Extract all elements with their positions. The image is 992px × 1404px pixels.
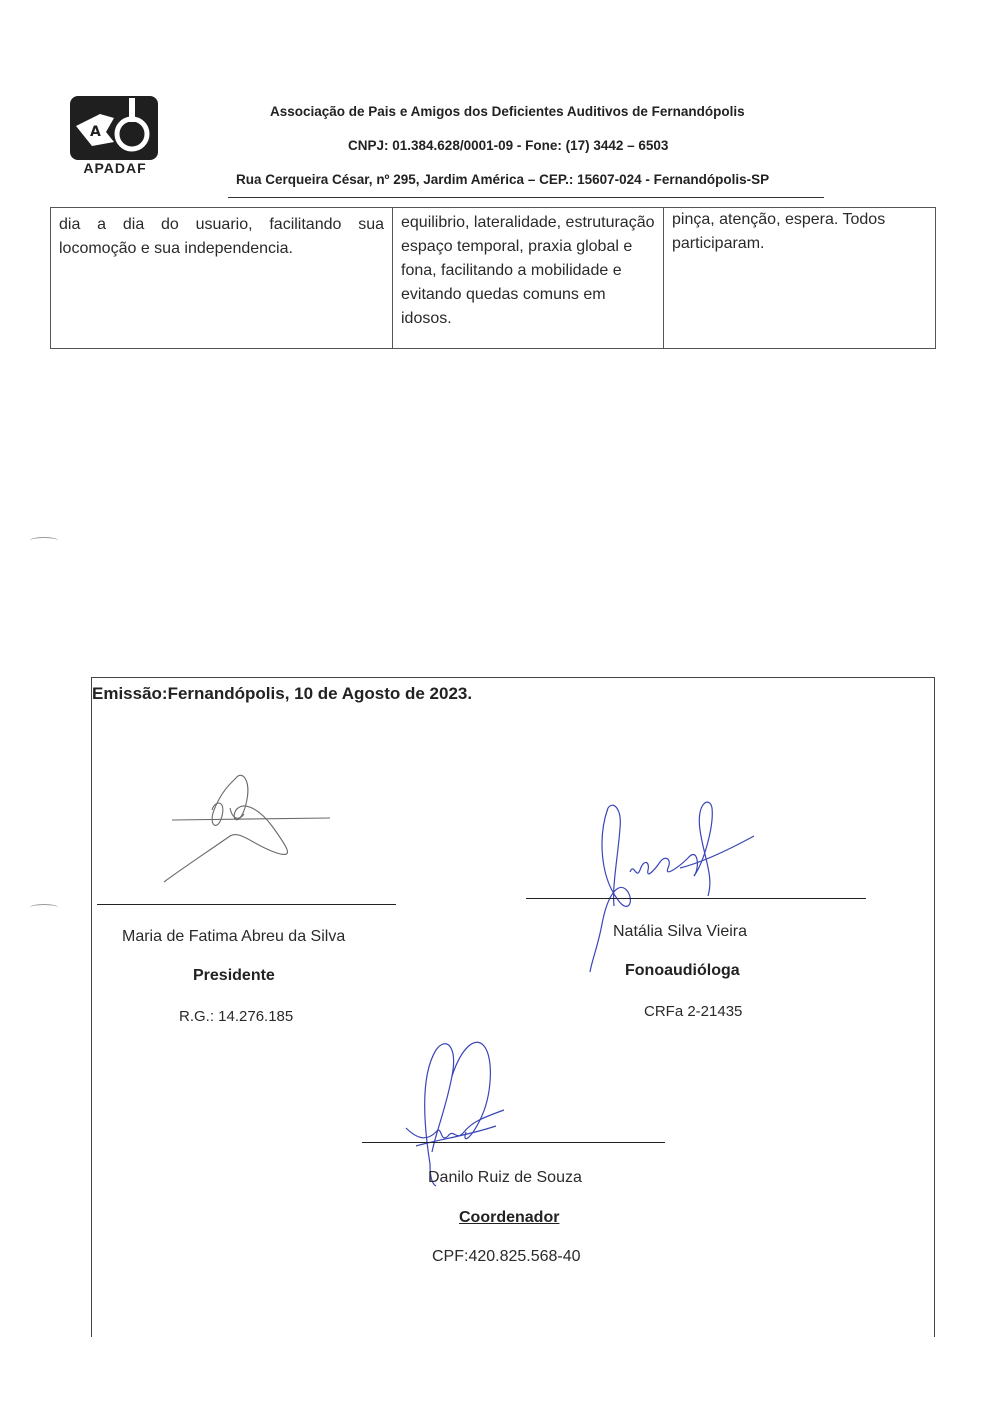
scan-mark — [30, 537, 58, 544]
activity-table — [50, 207, 936, 349]
signatory-id: CRFa 2-21435 — [644, 1003, 743, 1020]
logo-text: APADAF — [83, 160, 147, 176]
signatory-role: Coordenador — [459, 1209, 560, 1226]
signatory-id: R.G.: 14.276.185 — [179, 1008, 294, 1025]
org-name: Associação de Pais e Amigos dos Deficientes Auditivos de Fernandópolis — [270, 104, 745, 119]
signatory-role: Presidente — [193, 967, 275, 984]
signature-coordenador — [396, 1036, 516, 1186]
svg-text:A: A — [90, 124, 101, 140]
table-cell: equilibrio, lateralidade, estruturação espaço temporal, praxia global e fona, facilitando a mobilidade e evitando quedas comuns em idosos. — [393, 208, 664, 348]
cnpj-phone: CNPJ: 01.384.628/0001-09 - Fone: (17) 3442 – 6503 — [348, 138, 669, 153]
signatory-name: Natália Silva Vieira — [613, 923, 747, 940]
header-divider — [228, 197, 824, 198]
signature-president — [160, 770, 340, 890]
signature-line — [362, 1142, 665, 1143]
address: Rua Cerqueira César, nº 295, Jardim América – CEP.: 15607-024 - Fernandópolis-SP — [236, 172, 770, 187]
emission-date: Emissão:Fernandópolis, 10 de Agosto de 2023. — [92, 684, 473, 703]
signatory-name: Danilo Ruiz de Souza — [428, 1169, 582, 1186]
scan-mark — [30, 904, 58, 911]
signatory-id: CPF:420.825.568-40 — [432, 1248, 581, 1265]
signature-fonoaudiologa — [584, 796, 764, 976]
signatory-role: Fonoaudióloga — [625, 962, 740, 979]
signature-line — [526, 898, 866, 899]
table-cell: dia a dia do usuario, facilitando sua locomoção e sua independencia. — [51, 208, 393, 348]
table-cell: pinça, atenção, espera. Todos participaram. — [672, 211, 886, 252]
signatory-name: Maria de Fatima Abreu da Silva — [122, 928, 346, 945]
signature-line — [97, 904, 396, 905]
